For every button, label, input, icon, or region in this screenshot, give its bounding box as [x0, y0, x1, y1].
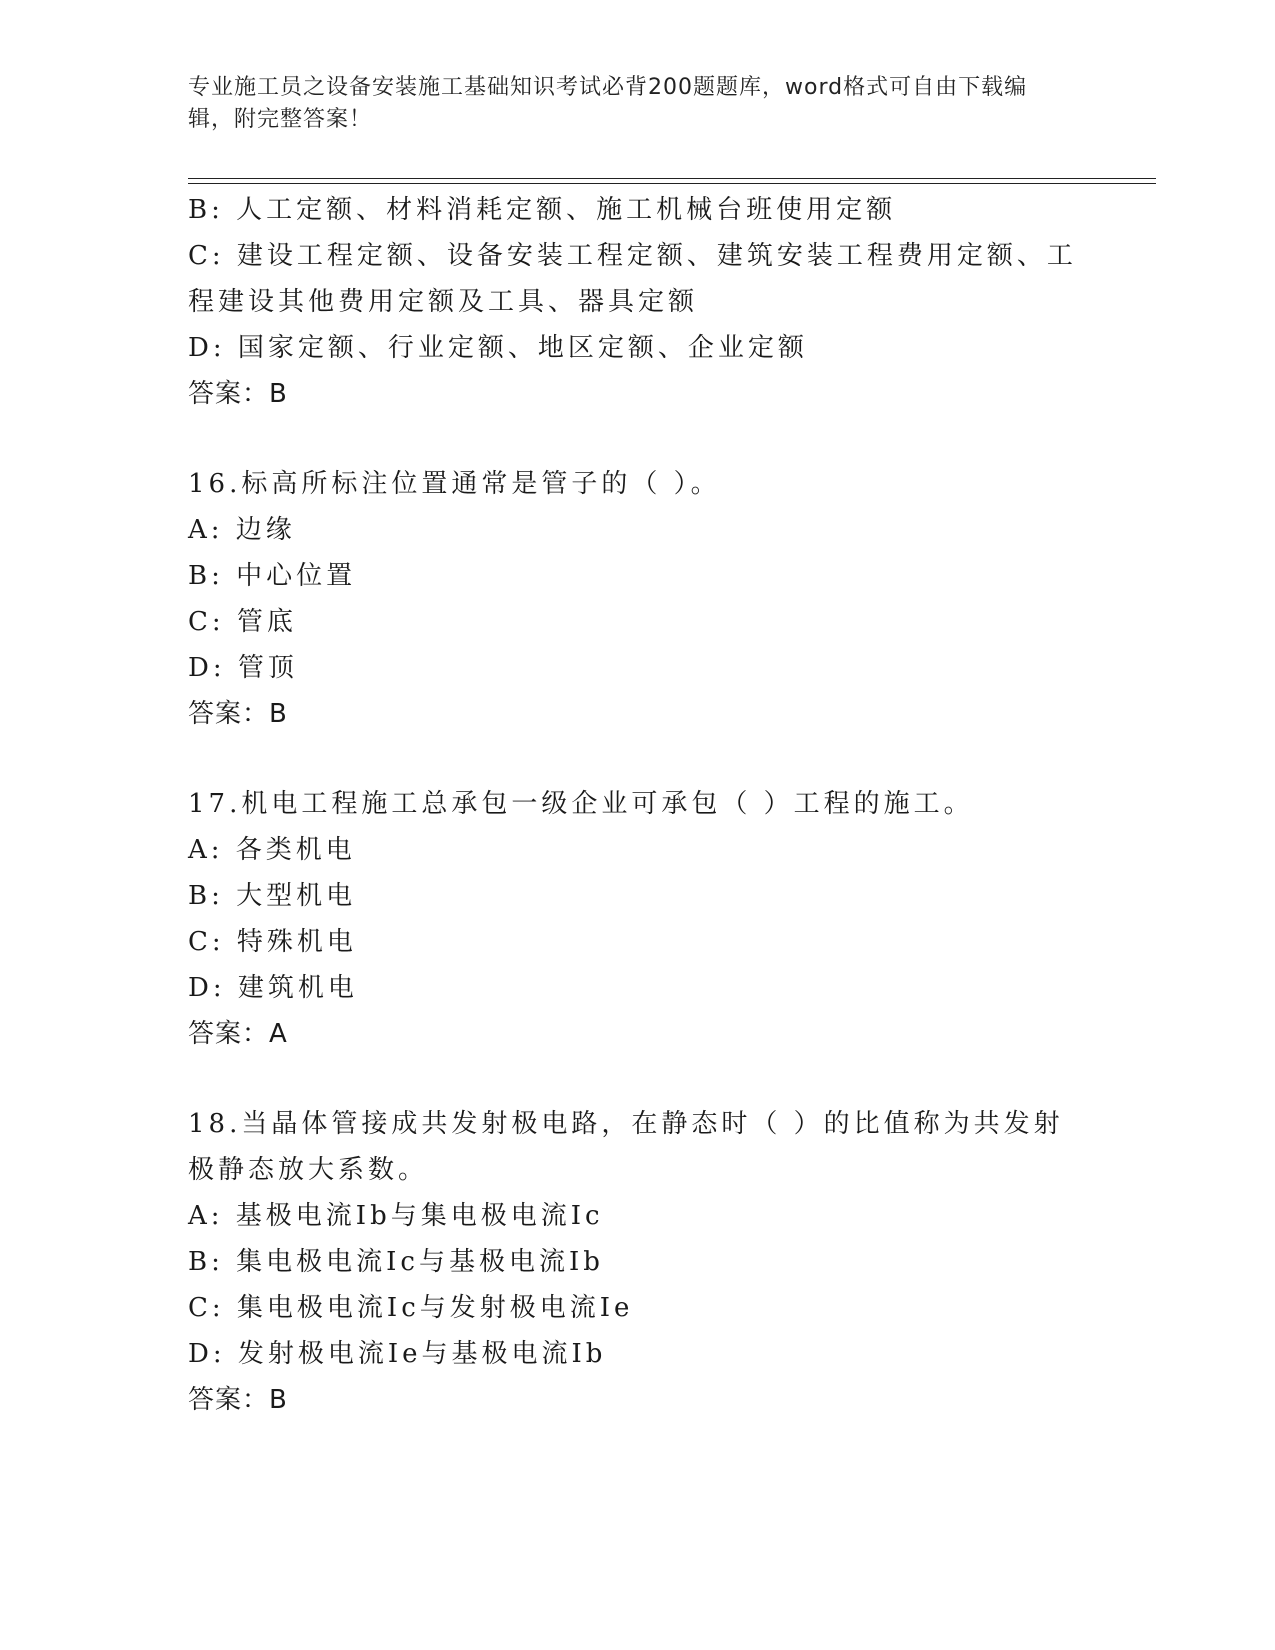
option-b: B: 大型机电 — [188, 881, 357, 911]
answer: 答案：A — [188, 1019, 288, 1049]
option-a: A: 边缘 — [188, 515, 296, 545]
question-text: 16.标高所标注位置通常是管子的（ ）。 — [188, 469, 721, 499]
question-list — [188, 187, 1088, 1423]
question-text: 18.当晶体管接成共发射极电路，在静态时（ ）的比值称为共发射极静态放大系数。 — [188, 1109, 1064, 1185]
header-rule-top — [188, 178, 1156, 179]
document-header: 专业施工员之设备安装施工基础知识考试必背200题题库，word格式可自由下载编辑，附完整答案！ — [188, 75, 1028, 132]
answer: 答案：B — [188, 1385, 288, 1415]
question-15-block — [188, 187, 1088, 417]
answer: 答案：B — [188, 699, 288, 729]
spacer — [188, 1057, 1088, 1101]
spacer — [188, 737, 1088, 781]
question-18-block — [188, 1101, 1088, 1423]
option-b: B: 人工定额、材料消耗定额、施工机械台班使用定额 — [188, 195, 897, 225]
option-a: A: 各类机电 — [188, 835, 356, 865]
header-rule-bottom — [188, 183, 1156, 184]
option-c: C: 建设工程定额、设备安装工程定额、建筑安装工程费用定额、工程建设其他费用定额及工具、器具定额 — [188, 241, 1077, 317]
question-text: 17.机电工程施工总承包一级企业可承包（ ）工程的施工。 — [188, 789, 974, 819]
option-d: D: 发射极电流Ie与基极电流Ib — [188, 1339, 607, 1369]
question-17-block — [188, 781, 1088, 1057]
option-c: C: 管底 — [188, 607, 297, 637]
option-d: D: 建筑机电 — [188, 973, 358, 1003]
option-a: A: 基极电流Ib与集电极电流Ic — [188, 1201, 604, 1231]
question-16-block — [188, 461, 1088, 737]
option-b: B: 中心位置 — [188, 561, 357, 591]
answer: 答案：B — [188, 379, 288, 409]
option-d: D: 国家定额、行业定额、地区定额、企业定额 — [188, 333, 808, 363]
option-c: C: 特殊机电 — [188, 927, 357, 957]
option-d: D: 管顶 — [188, 653, 298, 683]
spacer — [188, 417, 1088, 461]
option-c: C: 集电极电流Ic与发射极电流Ie — [188, 1293, 634, 1323]
option-b: B: 集电极电流Ic与基极电流Ib — [188, 1247, 604, 1277]
